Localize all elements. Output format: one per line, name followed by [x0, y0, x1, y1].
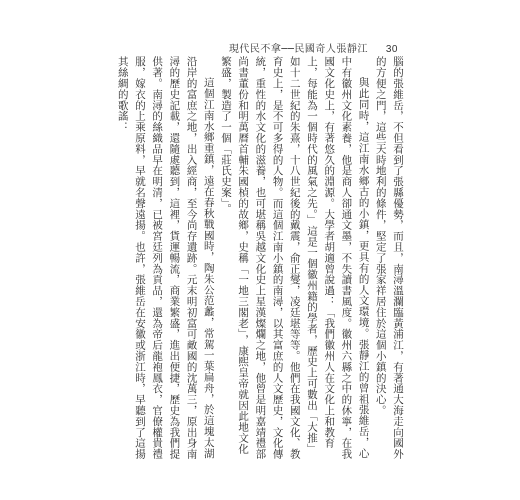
vertical-text-body — [116, 56, 406, 461]
page-number: 30 — [385, 44, 398, 55]
running-title: 現代民不拿──民國奇人張靜江 — [228, 44, 368, 55]
paragraph-1: 腦的張維岳，不但看到了張縣優勢，而且，南潯溫瀾臨黃浦江，有著通大海走向國外的方便之門，這些天時地利的條件，堅定了張家祥居住於這個小鎮的決心。 — [374, 56, 404, 460]
paragraph-3: 這個江南水鄉重鎮，遠在春秋戰國時，陶朱公范蠡，常駕一葉扁舟，於這塊太湖沿岸的富庶之地，出入經商，至今尚存遺跡。元末明初富可敵國的沈萬三，原出身南潯的歷史記載，還隨處聽到，這裡，貨運暢流，商業繁盛，進出便捷，歷史為我們提供著。南潯的絲織品早在明清，已被宮廷列為貢品，還為帝后龍袍鳳衣，官僚權貴禮服，嫁衣的上乘原料，早就名聲遠揚。也許，張維岳在安徽或浙江時，早聽到了這揚其絲綢的歌謠： — [116, 56, 215, 460]
running-header — [229, 40, 398, 55]
paragraph-2: 與此同時，這江南水鄉古的小鎮，更具有的人文環境。張靜江的曾祖張維岳，心中有徽州文化素養，他是商人卻通文墨，不失讀書風度。徽州六縣之中的休寧，在我國文化史上，有著悠久的淵源。大學者胡適曾說過：「我們徽州人在文化上和教育上，每能為一個時代的風氣之先。」這是一個徽州籍的學者，歷史上可數出「大推」如十二世紀的朱熹，十八世紀後的戴震，俞正燮，凌廷堪等等。他們在我國文化、教育史上，是不可多得的人物。而這個江南小鎮的南潯，以其富庶的人文歷史，文化傳統，重性的水文化的滋養，也可堪稱吳越文化史上星漢燦爛之地，他曾是明嘉靖禮部尚書董份和明萬曆首輔朱國楨的故鄉，史稱「一地三閣老」，康熙皇帝就因此地文化繁盛，製造了一個「莊氏史案」。 — [219, 56, 370, 460]
